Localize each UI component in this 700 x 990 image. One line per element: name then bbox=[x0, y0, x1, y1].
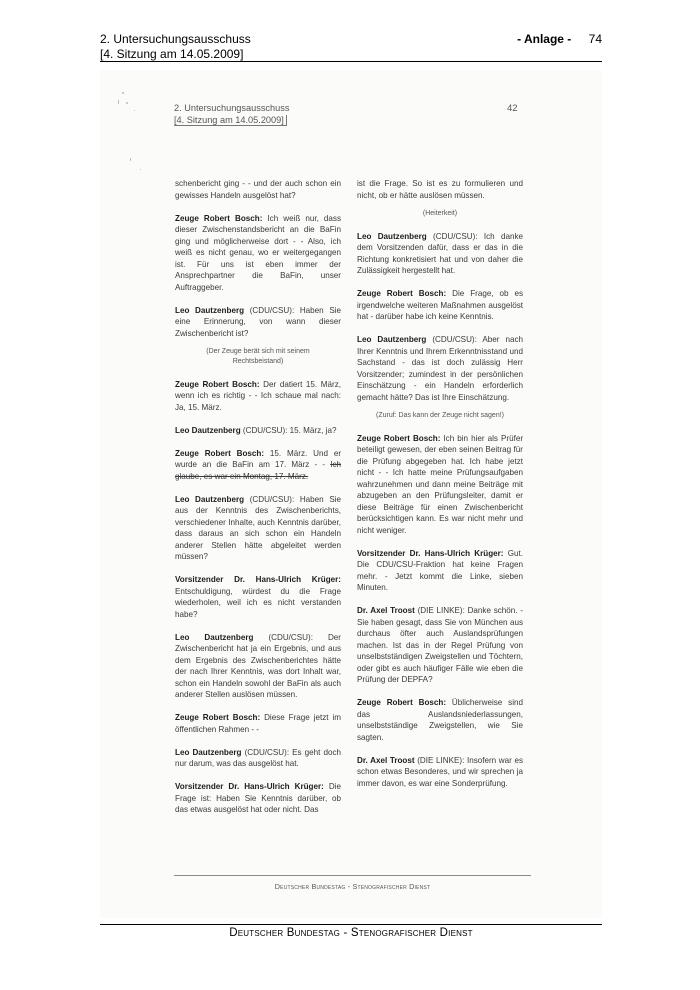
speech-text: schenbericht ging - - und der auch schon ein gewisses Handeln ausgelöst hat? bbox=[175, 179, 341, 200]
speaker-name: Leo Dautzenberg bbox=[175, 632, 254, 642]
speech-text: ist die Frage. So ist es zu formulieren und nicht, ob er hätte auslösen müssen. bbox=[357, 179, 523, 200]
transcript-paragraph bbox=[175, 379, 341, 414]
transcript-paragraph bbox=[175, 781, 341, 816]
transcript-paragraph bbox=[175, 178, 341, 201]
speaker-name: Dr. Axel Troost bbox=[357, 755, 415, 765]
speaker-name: Zeuge Robert Bosch: bbox=[357, 433, 441, 443]
speech-text: (CDU/CSU): Ich danke dem Vorsitzenden dafür, dass er das in die Richtung konkretisiert hat und von daher die Zulässigkeit hergestellt hat. bbox=[357, 231, 524, 275]
header-divider bbox=[100, 61, 602, 62]
inner-footer-rule bbox=[174, 875, 531, 876]
speech-text: Der datiert 15. März, wenn ich es richtig - - Ich schaue mal nach: Ja, 15. März. bbox=[175, 379, 342, 412]
right-column bbox=[357, 178, 523, 801]
annex-label: - Anlage - bbox=[517, 32, 572, 46]
speech-text: 15. März. Und er wurde an die BaFin am 17. März - - bbox=[175, 448, 342, 469]
speech-text: (CDU/CSU): Der Zwischenbericht hat ja ein Ergebnis, und aus dem Ergebnis des Zwischenberichtes hätte der nach Ihrer Kenntnis, was dort Inhalt war, schon ein Handeln sowohl der BaFin als auch anderer Stellen auslösen müssen. bbox=[175, 632, 341, 699]
speech-text: (DIE LINKE): Insofern war es schon etwas Besonderes, und wir sprechen ja immer davon, es war eine Sonderprüfung. bbox=[357, 755, 524, 788]
speaker-name: Vorsitzender Dr. Hans-Ulrich Krüger: bbox=[175, 575, 341, 584]
speaker-name: Zeuge Robert Bosch: bbox=[175, 379, 260, 389]
transcript-paragraph bbox=[175, 425, 341, 437]
speaker-name: Zeuge Robert Bosch: bbox=[175, 448, 265, 458]
transcript-paragraph bbox=[357, 755, 523, 790]
transcript-paragraph bbox=[357, 231, 523, 277]
speaker-name: Leo Dautzenberg bbox=[357, 231, 427, 241]
transcript-paragraph bbox=[357, 548, 523, 594]
transcript-paragraph bbox=[357, 697, 523, 743]
speech-text: (CDU/CSU): Haben Sie aus der Kenntnis des Zwischenberichts, verschiedener Inhalte, auch Kenntnis darüber, dass daraus an sich schon ein Handeln anderer Stellen hätte abgeleitet werden müssen? bbox=[175, 494, 342, 561]
inner-committee-title: 2. Untersuchungsausschuss bbox=[174, 103, 290, 113]
struck-text: Ich glaube, es war ein Montag, 17. März. bbox=[175, 460, 342, 481]
speech-text: Üblicherweise sind das Auslandsniederlassungen, unselbstständige Zweigstellen, wie Sie sagten. bbox=[357, 698, 524, 742]
speech-text: (DIE LINKE): Danke schön. - Sie haben gesagt, dass Sie von München aus durchaus öfter auch Auslandsprüfungen machen. Ist das in der Regel Prüfung von unselbstständigen Zweigstellen und Töchtern, oder gibt es auch häufiger Fälle wie eben die Prüfung der DEPFA? bbox=[357, 606, 523, 684]
speaker-name: Leo Dautzenberg bbox=[357, 335, 427, 344]
outer-page-number: 74 bbox=[588, 32, 602, 46]
transcript-paragraph bbox=[357, 605, 523, 686]
transcript-paragraph bbox=[175, 494, 341, 563]
transcript-paragraph bbox=[357, 288, 523, 323]
transcript-paragraph bbox=[175, 632, 341, 701]
transcript-paragraph bbox=[175, 712, 341, 735]
outer-footer: Deutscher Bundestag - Stenografischer Dienst bbox=[229, 927, 473, 939]
speech-text: Ich weiß nur, dass dieser Zwischenstandsbericht an die BaFin ging und möglicherweise dort - - Also, ich weiß es nicht genau, wo er weitergegangen ist. Für uns ist eben immer der Ansprechpartner die BaFin, unser Auftraggeber. bbox=[175, 213, 342, 292]
session-date: [4. Sitzung am 14.05.2009] bbox=[100, 47, 244, 61]
transcript-paragraph bbox=[175, 305, 341, 340]
speaker-name: Zeuge Robert Bosch: bbox=[175, 713, 261, 722]
speaker-name: Leo Dautzenberg bbox=[175, 747, 242, 757]
speech-text: (CDU/CSU): Aber nach Ihrer Kenntnis und Ihrem Erkenntnisstand und Sachstand - das ist doch zulässig Herr Vorsitzender; zumindest in der persönlichen Einschätzung - ein Handeln erforderlich gemacht hätte? Das ist Ihre Einschätzung. bbox=[357, 335, 523, 402]
inner-footer: Deutscher Bundestag - Stenografischer Dienst bbox=[274, 882, 431, 891]
speech-text: Ich bin hier als Prüfer beteiligt gewesen, der eben seinen Beitrag für die Prüfung abgegeben hat. Ich habe jetzt nicht - - Ich hatte meine Prüfungsaufgaben wahrzunehmen und dann meine Beiträge mit abzugeben an den Prüfungsleiter, damit er diese Beiträge für einen Zwischenbericht berücksichtigen kann. Es war nicht mehr und nicht weniger. bbox=[357, 433, 524, 535]
footer-divider bbox=[100, 924, 602, 925]
scanned-page bbox=[100, 70, 602, 918]
speaker-name: Vorsitzender Dr. Hans-Ulrich Krüger: bbox=[357, 548, 504, 558]
speaker-name: Dr. Axel Troost bbox=[357, 606, 415, 615]
speech-text: (CDU/CSU): 15. März, ja? bbox=[242, 425, 337, 435]
speech-text: Die Frage ist: Haben Sie Kenntnis darüber, ob das etwas ausgelöst hat oder nicht. Das bbox=[175, 782, 342, 814]
speaker-name: Leo Dautzenberg bbox=[175, 494, 245, 504]
left-column bbox=[175, 178, 341, 827]
speech-text: Gut. Die CDU/CSU-Fraktion hat keine Fragen mehr. - Jetzt kommt die Linke, sieben Minuten. bbox=[357, 548, 524, 592]
transcript-paragraph bbox=[357, 334, 523, 403]
speech-text: Die Frage, ob es irgendwelche weiteren Maßnahmen ausgelöst hat - darüber habe ich keine Kenntnis. bbox=[357, 289, 524, 321]
stage-direction: (Der Zeuge berät sich mit seinem Rechtsbeistand) bbox=[206, 347, 310, 365]
speech-text: (CDU/CSU): Es geht doch nur darum, was das ausgelöst hat. bbox=[175, 747, 342, 768]
speech-text: Diese Frage jetzt im öffentlichen Rahmen - - bbox=[175, 713, 341, 734]
inner-session-date: [4. Sitzung am 14.05.2009] bbox=[174, 115, 287, 126]
inner-header bbox=[174, 102, 289, 126]
transcript-paragraph bbox=[175, 574, 341, 620]
committee-title: 2. Untersuchungsausschuss bbox=[100, 32, 251, 46]
speaker-name: Zeuge Robert Bosch: bbox=[357, 698, 447, 707]
transcript-paragraph bbox=[357, 433, 523, 537]
speaker-name: Zeuge Robert Bosch: bbox=[175, 213, 263, 223]
speaker-name: Leo Dautzenberg bbox=[175, 425, 241, 435]
transcript-paragraph bbox=[175, 213, 341, 294]
outer-header bbox=[100, 32, 602, 62]
transcript-paragraph bbox=[175, 448, 341, 483]
speech-text: (CDU/CSU): Haben Sie eine Erinnerung, von wann dieser Zwischenbericht ist? bbox=[175, 305, 342, 338]
transcript-paragraph bbox=[175, 747, 341, 770]
stage-direction: (Zuruf: Das kann der Zeuge nicht sagen!) bbox=[375, 411, 504, 419]
speech-text: Entschuldigung, würdest du die Frage wiederholen, weil ich es nicht verstanden habe? bbox=[175, 586, 341, 619]
inner-page-number: 42 bbox=[507, 103, 518, 114]
stage-direction: (Heiterkeit) bbox=[422, 209, 458, 217]
transcript-paragraph bbox=[357, 178, 523, 201]
speaker-name: Vorsitzender Dr. Hans-Ulrich Krüger: bbox=[175, 782, 324, 791]
speaker-name: Zeuge Robert Bosch: bbox=[357, 289, 447, 298]
speaker-name: Leo Dautzenberg bbox=[175, 305, 245, 315]
